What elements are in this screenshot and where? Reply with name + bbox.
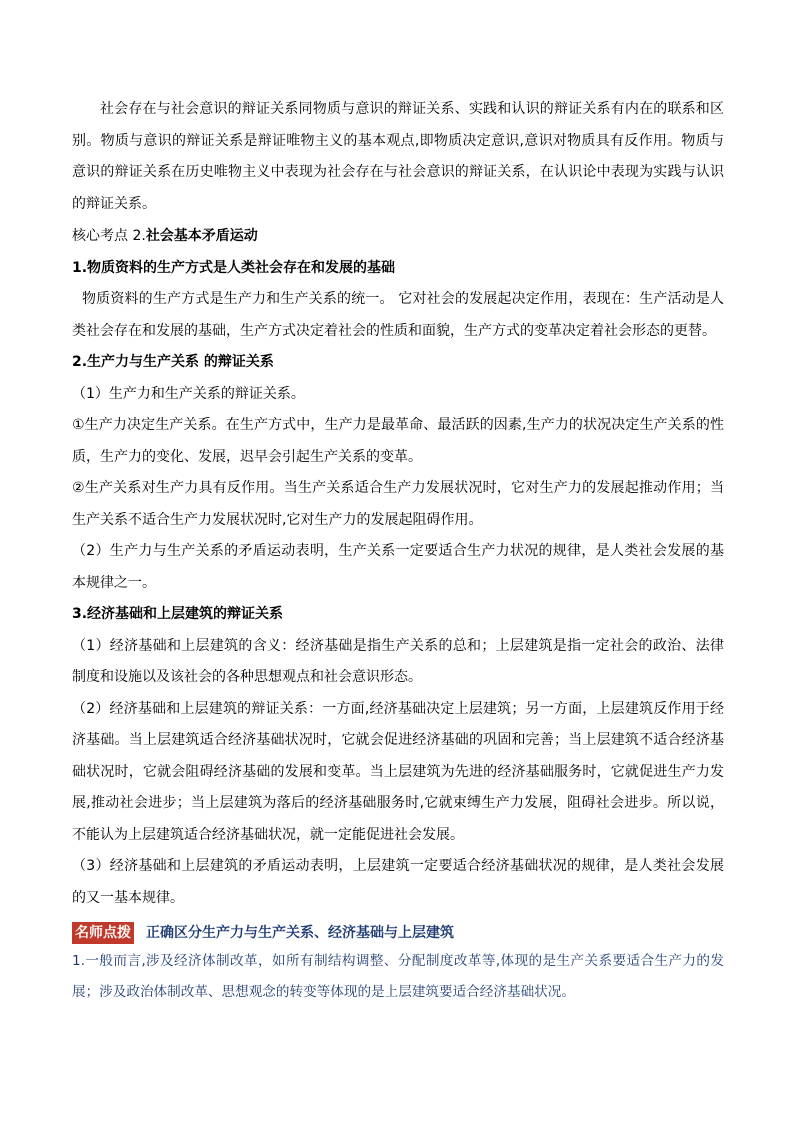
section-2-paragraph-4: （2）生产力与生产关系的矛盾运动表明，生产关系一定要适合生产力状况的规律，是人类社会发展的基本规律之一。 [72, 543, 724, 591]
section-3-paragraph-1: （1）经济基础和上层建筑的含义：经济基础是指生产关系的总和；上层建筑是指一定社会的政治、法律制度和设施以及该社会的各种思想观点和社会意识形态。 [72, 637, 724, 685]
section-1-heading: 1.物质资料的生产方式是人类社会存在和发展的基础 [72, 259, 396, 276]
core-point-title: 社会基本矛盾运动 [145, 228, 258, 244]
teacher-tip-title: 正确区分生产力与生产关系、经济基础与上层建筑 [146, 925, 454, 941]
document-page [72, 94, 724, 1008]
section-2-paragraph-2: ①生产力决定生产关系。在生产方式中，生产力是最革命、最活跃的因素,生产力的状况决定生产关系的性质，生产力的变化、发展，迟早会引起生产关系的变革。 [72, 417, 724, 465]
section-2-heading: 2.生产力与生产关系 的辩证关系 [72, 354, 274, 370]
teacher-tip-badge: 名师点拨 [72, 922, 134, 944]
intro-paragraph: 社会存在与社会意识的辩证关系同物质与意识的辩证关系、实践和认识的辩证关系有内在的联系和区别。物质与意识的辩证关系是辩证唯物主义的基本观点,即物质决定意识,意识对物质具有反作用。物质与意识的辩证关系在历史唯物主义中表现为社会存在与社会意识的辩证关系，在认识论中表现为实践与认识的辩证关系。 [72, 101, 724, 212]
core-point-label: 核心考点 2. [72, 228, 146, 244]
section-3-paragraph-2: （2）经济基础和上层建筑的辩证关系：一方面,经济基础决定上层建筑；另一方面，上层建筑反作用于经济基础。当上层建筑适合经济基础状况时，它就会促进经济基础的巩固和完善；当上层建筑不适合经济基础状况时，它就会阻碍经济基础的发展和变革。当上层建筑为先进的经济基础服务时，它就促进生产力发展,推动社会进步；当上层建筑为落后的经济基础服务时,它就束缚生产力发展，阻碍社会进步。所以说，不能认为上层建筑适合经济基础状况，就一定能促进社会发展。 [72, 700, 724, 843]
section-3-paragraph-3: （3）经济基础和上层建筑的矛盾运动表明，上层建筑一定要适合经济基础状况的规律，是人类社会发展的又一基本规律。 [72, 858, 724, 906]
section-2-paragraph-1: （1）生产力和生产关系的辩证关系。 [72, 385, 305, 402]
section-3-heading: 3.经济基础和上层建筑的辩证关系 [72, 606, 284, 622]
teacher-tip-paragraph-1: 1.一般而言,涉及经济体制改革，如所有制结构调整、分配制度改革等,体现的是生产关系要适合生产力的发展；涉及政治体制改革、思想观念的转变等体现的是上层建筑要适合经济基础状况。 [72, 953, 724, 1000]
teacher-tip-header [72, 920, 724, 946]
core-point-heading [72, 221, 724, 253]
section-2-paragraph-3: ②生产关系对生产力具有反作用。当生产关系适合生产力发展状况时，它对生产力的发展起推动作用；当生产关系不适合生产力发展状况时,它对生产力的发展起阻碍作用。 [72, 480, 724, 528]
section-1-body: 物质资料的生产方式是生产力和生产关系的统一。 它对社会的发展起决定作用，表现在：生产活动是人类社会存在和发展的基础，生产方式决定着社会的性质和面貌，生产方式的变革决定着社会形态的更替。 [72, 291, 724, 339]
